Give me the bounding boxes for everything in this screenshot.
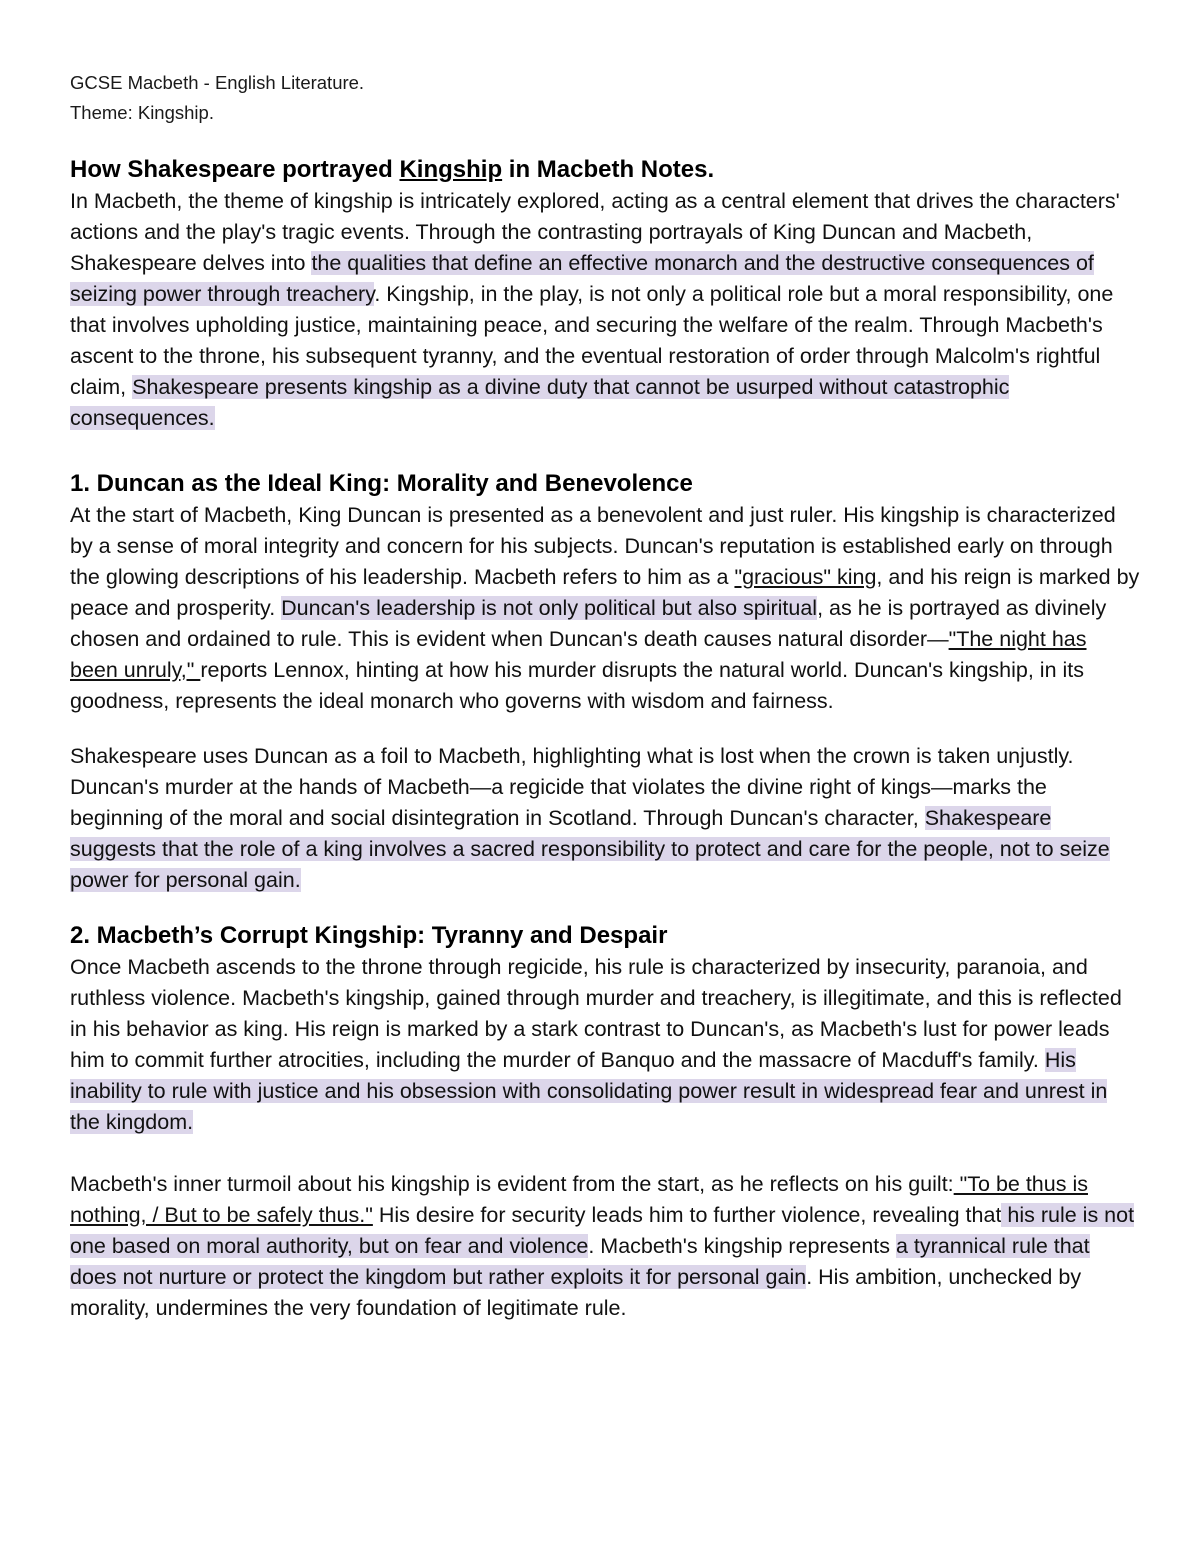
intro-text-1: In Macbeth, the theme of kingship is intricately explored, acting as a central element that drives the characters' actions and the play's tragic events. Through the contrasting portrayals of King Duncan and Macbeth, Shakespeare delves into	[70, 189, 1120, 275]
course-line: GCSE Macbeth - English Literature.	[70, 72, 365, 93]
title-text-after: in Macbeth Notes.	[502, 156, 715, 183]
s2p2-quote-thus: "To be thus is nothing, / But to be safely thus."	[70, 1172, 1088, 1227]
title-keyword-underlined: Kingship	[399, 156, 503, 183]
section-2-paragraph-1	[70, 952, 1140, 1138]
s2p2-text-3: . Macbeth's kingship represents	[588, 1234, 896, 1258]
s2p1-text-1: Once Macbeth ascends to the throne through regicide, his rule is characterized by insecurity, paranoia, and ruthless violence. Macbeth's kingship, gained through murder and treachery, is illegitimate, and this is reflected in his behavior as king. His reign is marked by a stark contrast to Duncan's, as Macbeth's lust for power leads him to commit further atrocities, including the murder of Banquo and the massacre of Macduff's family.	[70, 955, 1122, 1072]
s2p2-text-4: . His ambition, unchecked by morality, undermines the very foundation of legitimate rule.	[70, 1265, 1082, 1320]
s2p2-highlight-1: his rule is not one based on moral authority, but on fear and violence	[70, 1203, 1135, 1258]
s1p1-quote-gracious: "gracious" king	[734, 565, 877, 589]
s2p2-text-2: His desire for security leads him to further violence, revealing that	[372, 1203, 1002, 1227]
s2p2-highlight-2: a tyrannical rule that does not nurture or protect the kingdom but rather exploits it for personal gain	[70, 1234, 1090, 1289]
s1p1-quote-unruly: "The night has been unruly,"	[70, 627, 1087, 682]
intro-text-2: . Kingship, in the play, is not only a political role but a moral responsibility, one that involves upholding justice, maintaining peace, and securing the welfare of the realm. Through Macbeth's ascent to the throne, his subsequent tyranny, and the eventual restoration of order through Malcolm's rightful claim,	[70, 282, 1114, 399]
s2p2-text-1: Macbeth's inner turmoil about his kingship is evident from the start, as he reflects on his guilt:	[70, 1172, 954, 1196]
s1p1-text-1: At the start of Macbeth, King Duncan is presented as a benevolent and just ruler. His kingship is characterized by a sense of moral integrity and concern for his subjects. Duncan's reputation is established early on through the glowing descriptions of his leadership. Macbeth refers to him as a	[70, 503, 1116, 589]
intro-highlight-2: Shakespeare presents kingship as a divine duty that cannot be usurped without catastrophic consequences.	[70, 375, 1010, 430]
s1p2-text-1: Shakespeare uses Duncan as a foil to Macbeth, highlighting what is lost when the crown is taken unjustly. Duncan's murder at the hands of Macbeth—a regicide that violates the divine right of kings—marks the beginning of the moral and social disintegration in Scotland. Through Duncan's character,	[70, 744, 1074, 830]
s2p1-highlight-1: His inability to rule with justice and his obsession with consolidating power result in widespread fear and unrest in the kingdom.	[70, 1048, 1108, 1134]
section-2-heading: 2. Macbeth’s Corrupt Kingship: Tyranny and Despair	[70, 922, 668, 949]
s1p1-text-3: , as he is portrayed as divinely chosen and ordained to rule. This is evident when Duncan's death causes natural disorder—	[70, 596, 1107, 651]
section-1-paragraph-1	[70, 500, 1140, 717]
section-1-heading: 1. Duncan as the Ideal King: Morality and Benevolence	[70, 470, 693, 497]
section-2-paragraph-2	[70, 1169, 1140, 1324]
intro-highlight-1: the qualities that define an effective monarch and the destructive consequences of seizing power through treachery	[70, 251, 1094, 306]
title-text-before: How Shakespeare portrayed	[70, 156, 400, 183]
s1p1-text-4: reports Lennox, hinting at how his murder disrupts the natural world. Duncan's kingship, in its goodness, represents the ideal monarch who governs with wisdom and fairness.	[70, 658, 1085, 713]
intro-paragraph	[70, 186, 1140, 434]
s1p1-highlight-1: Duncan's leadership is not only political but also spiritual	[281, 596, 818, 620]
theme-line: Theme: Kingship.	[70, 102, 214, 123]
s1p2-highlight-1: Shakespeare suggests that the role of a king involves a sacred responsibility to protect and care for the people, not to seize power for personal gain.	[70, 806, 1110, 892]
document-title	[70, 154, 1140, 186]
document-page	[70, 68, 1140, 1324]
s1p1-text-2: , and his reign is marked by peace and prosperity.	[70, 565, 1140, 620]
section-1-paragraph-2	[70, 741, 1140, 896]
